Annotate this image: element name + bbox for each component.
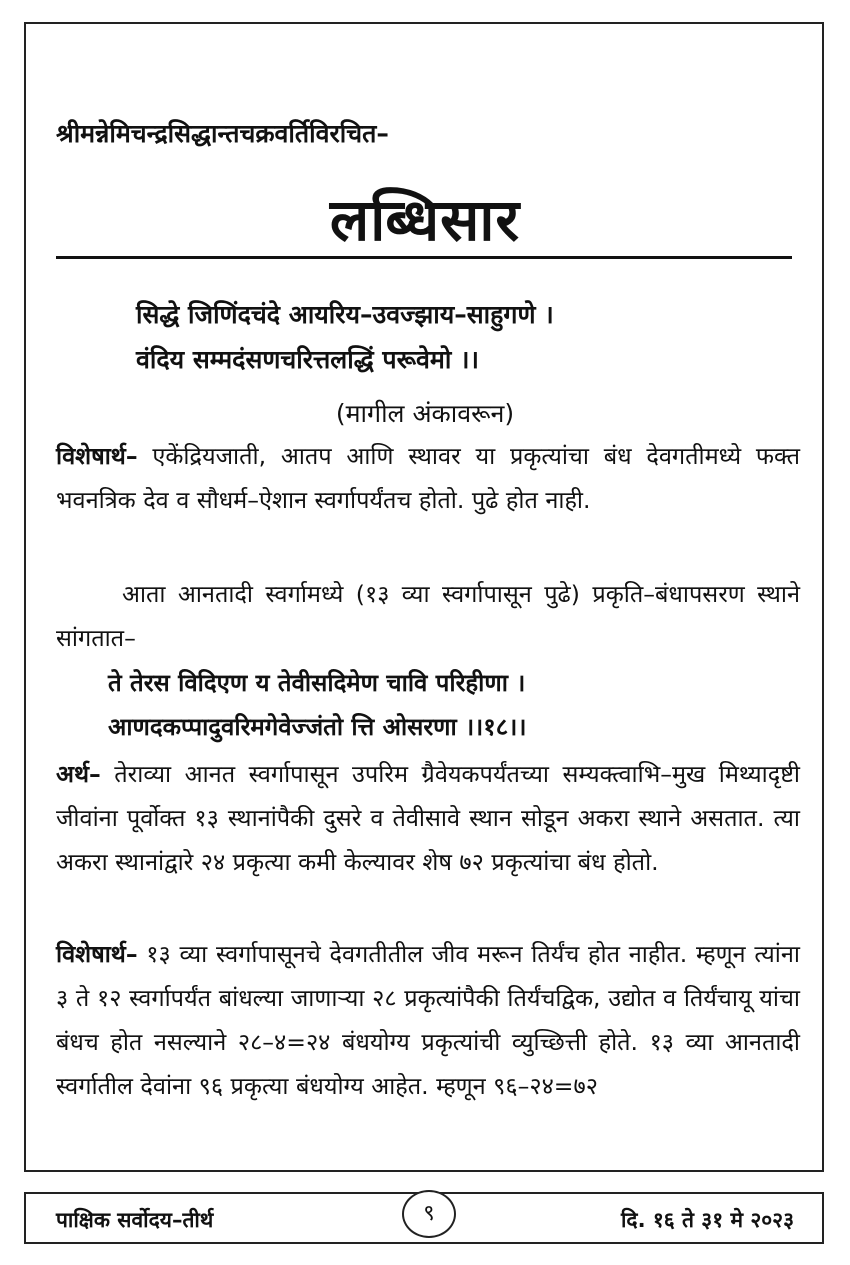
page-number: ९ xyxy=(402,1190,456,1238)
footer-bar xyxy=(24,1192,824,1244)
paragraph-text: एकेंद्रियजाती, आतप आणि स्थावर या प्रकृत्यांचा बंध देवगतीमध्ये फक्त भवनत्रिक देव व सौधर्म–ऐशान स्वर्गापर्यंतच होतो. पुढे होत नाही. xyxy=(56,442,800,514)
attribution-line: श्रीमन्नेमिचन्द्रसिद्धान्तचक्रवर्तिविरचित– xyxy=(56,119,389,148)
paragraph-text: १३ व्या स्वर्गापासूनचे देवगतीतील जीव मरून तिर्यंच होत नाहीत. म्हणून त्यांना ३ ते १२ स्वर्गापर्यंत बांधल्या जाणाऱ्या २८ प्रकृत्यांपैकी तिर्यंचद्विक, उद्योत व तिर्यंचायू यांचा बंधच होत नसल्याने २८–४=२४ बंधयोग्य प्रकृत्यांची व्युच्छित्ती होते. १३ व्या आनतादी स्वर्गातील देवांना ९६ प्रकृत्या बंधयोग्य आहेत. म्हणून ९६–२४=७२ xyxy=(56,940,800,1100)
page-title: लब्धिसार xyxy=(329,186,521,254)
invocation-line-2: वंदिय सम्मदंसणचरित्तलद्धिं परूवेमो ।। xyxy=(136,345,479,374)
verse-line-1: ते तेरस विदिएण य तेवीसदिमेण चावि परिहीणा । xyxy=(108,669,526,697)
title-divider xyxy=(56,256,792,259)
paragraph-intro: आता आनतादी स्वर्गामध्ये (१३ व्या स्वर्गापासून पुढे) प्रकृति–बंधापसरण स्थाने सांगतात– xyxy=(56,580,800,652)
paragraph-artha xyxy=(56,752,800,884)
paragraph-visheshartha-1 xyxy=(56,434,800,522)
paragraph-label: विशेषार्थ– xyxy=(56,442,138,470)
paragraph-text: तेराव्या आनत स्वर्गापासून उपरिम ग्रैवेयकपर्यंतच्या सम्यक्त्वाभि–मुख मिथ्यादृष्टी जीवांना पूर्वोक्त १३ स्थानांपैकी दुसरे व तेवीसावे स्थान सोडून अकरा स्थाने असतात. त्या अकरा स्थानांद्वारे २४ प्रकृत्या कमी केल्यावर शेष ७२ प्रकृत्यांचा बंध होतो. xyxy=(56,760,800,876)
verse-line-2: आणदकप्पादुवरिमगेवेज्जंतो त्ति ओसरणा ।।१८।। xyxy=(108,713,527,741)
continued-note: (मागील अंकावरून) xyxy=(335,399,515,428)
publication-name: पाक्षिक सर्वोदय–तीर्थ xyxy=(56,1208,214,1232)
issue-date: दि. १६ ते ३१ मे २०२३ xyxy=(620,1208,794,1232)
paragraph-visheshartha-2 xyxy=(56,932,800,1108)
paragraph-label: अर्थ– xyxy=(56,760,101,788)
paragraph-label: विशेषार्थ– xyxy=(56,940,138,968)
invocation-line-1: सिद्धे जिणिंदचंदे आयरिय–उवज्झाय–साहुगणे । xyxy=(136,300,554,329)
